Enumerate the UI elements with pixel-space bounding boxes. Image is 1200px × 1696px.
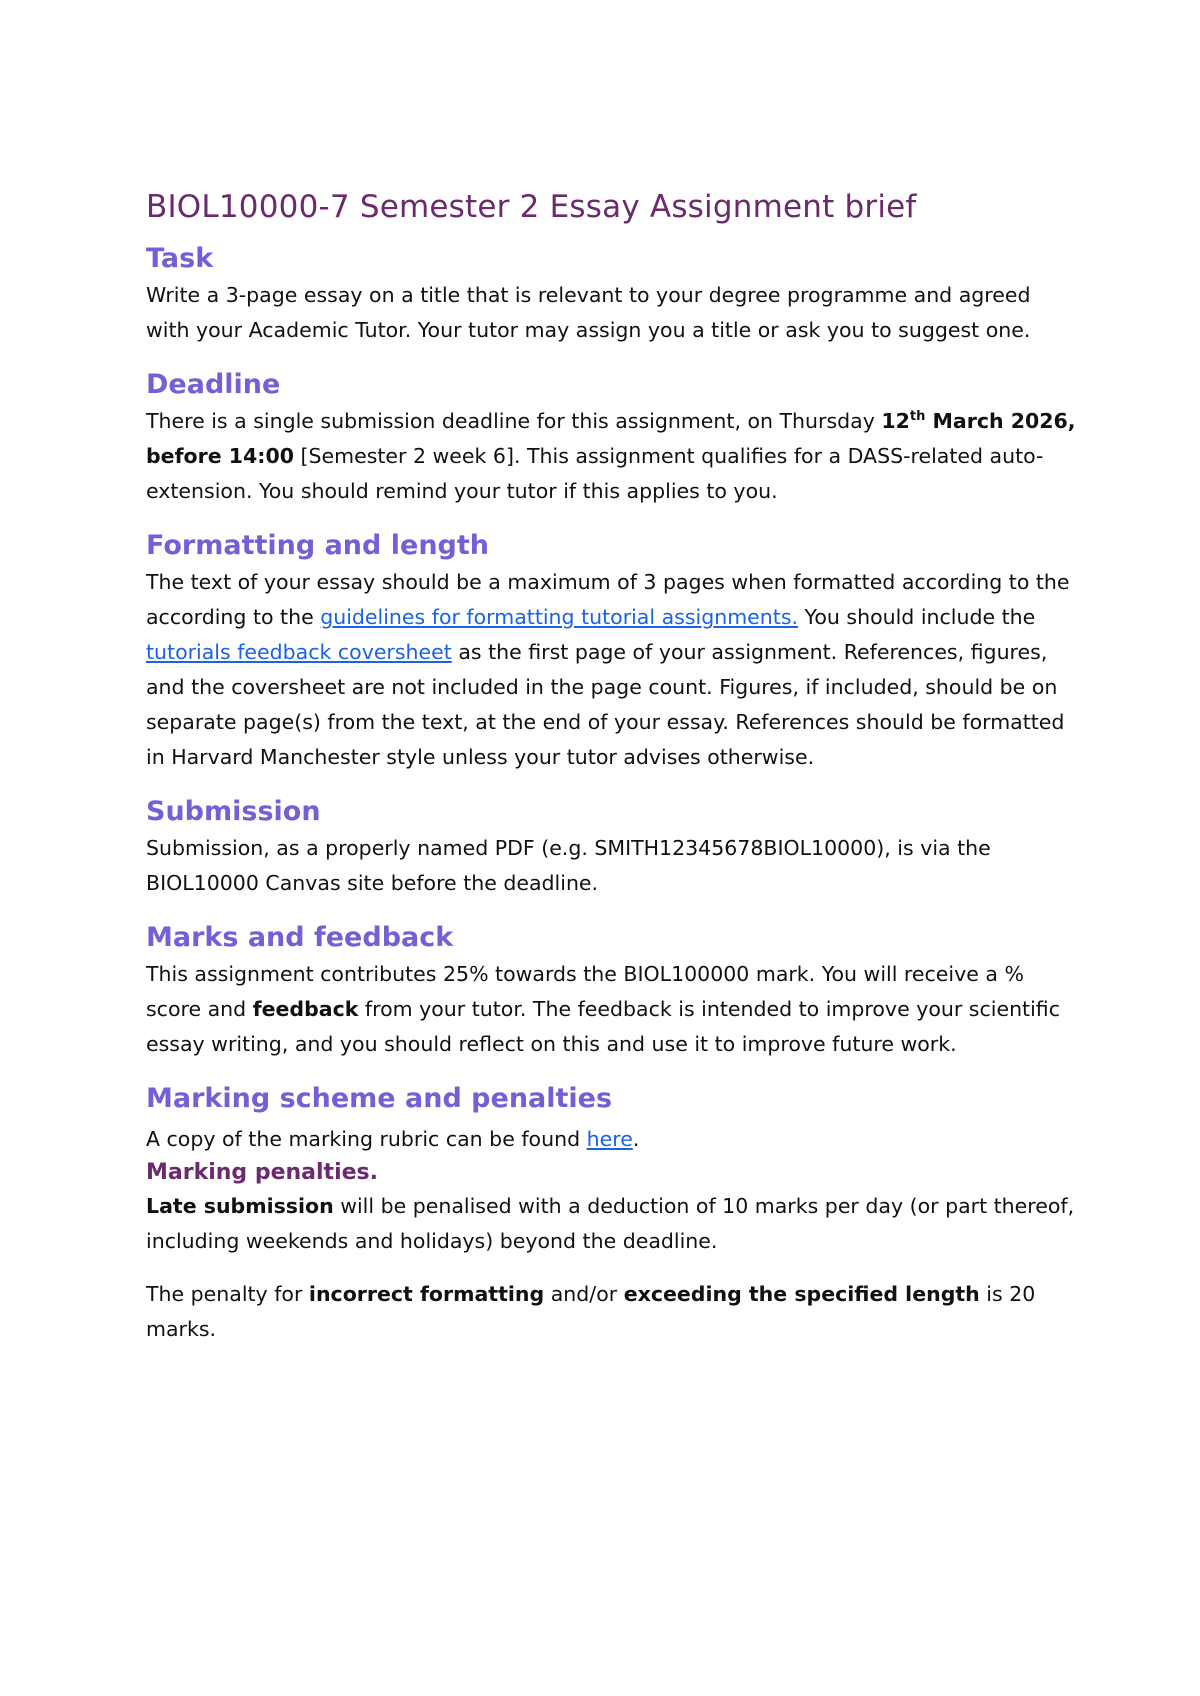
task-heading: Task [146, 243, 214, 274]
submission-section [146, 793, 1076, 901]
formatting-text-1: The text of your essay should be a maximum of 3 pages when formatted according to the according to the [146, 570, 1070, 629]
marks-text [146, 957, 1076, 1062]
late-submission-rest: will be penalised with a deduction of 10 marks per day (or part thereof, including weekends and holidays) beyond the deadline. [146, 1194, 1075, 1253]
deadline-date-rest: March 2026, before 14:00 [146, 409, 1076, 468]
penalty-text-2: and/or [544, 1282, 624, 1306]
late-submission-text [146, 1189, 1076, 1259]
rubric-text-end: . [632, 1127, 640, 1151]
deadline-text [146, 404, 1076, 509]
penalty-bold-formatting: incorrect formatting [308, 1282, 545, 1306]
deadline-section [146, 366, 1076, 509]
marking-penalties-heading: Marking penalties. [146, 1160, 378, 1185]
rubric-link[interactable]: here [586, 1127, 633, 1151]
submission-heading: Submission [146, 796, 321, 827]
marks-text-1: This assignment contributes 25% towards the BIOL100000 mark. You will receive a % score and [146, 962, 1024, 1021]
rubric-text-intro: A copy of the marking rubric can be found [146, 1127, 587, 1151]
deadline-day-suffix: th [909, 409, 926, 425]
rubric-text [146, 1122, 1076, 1157]
document-title: BIOL10000-7 Semester 2 Essay Assignment brief [146, 189, 917, 225]
marks-section [146, 919, 1076, 1062]
marking-scheme-heading: Marking scheme and penalties [146, 1083, 613, 1114]
penalty-bold-length: exceeding the specified length [623, 1282, 980, 1306]
marks-heading: Marks and feedback [146, 922, 454, 953]
late-submission-bold: Late submission [146, 1194, 334, 1218]
marks-text-2: from your tutor. The feedback is intended to improve your scientific essay writing, and you should reflect on this and use it to improve future work. [146, 997, 1060, 1056]
submission-text: Submission, as a properly named PDF (e.g. SMITH12345678BIOL10000), is via the BIOL10000 Canvas site before the deadline. [146, 836, 991, 895]
task-section [146, 240, 1076, 348]
deadline-heading: Deadline [146, 369, 281, 400]
marks-bold-feedback: feedback [252, 997, 359, 1021]
deadline-day: 12 [881, 409, 910, 433]
formatting-text-2: You should include the [798, 605, 1036, 629]
marking-scheme-section [146, 1080, 1076, 1347]
formatting-section [146, 527, 1076, 775]
formatting-text-3: as the first page of your assignment. References, figures, and the coversheet are not included in the page count. Figures, if included, should be on separate page(s) from the text, at the end of your essay. References should be formatted in Harvard Manchester style unless your tutor advises otherwise. [146, 640, 1065, 769]
penalty-text-3: is 20 marks. [146, 1282, 1036, 1341]
deadline-text-rest: [Semester 2 week 6]. This assignment qualifies for a DASS-related auto-extension. You should remind your tutor if this applies to you. [146, 444, 1044, 503]
feedback-coversheet-link[interactable]: tutorials feedback coversheet [146, 640, 452, 664]
deadline-text-intro: There is a single submission deadline for this assignment, on Thursday [146, 409, 882, 433]
penalty-text [146, 1277, 1076, 1347]
formatting-text [146, 565, 1076, 775]
task-text: Write a 3-page essay on a title that is relevant to your degree programme and agreed with your Academic Tutor. Your tutor may assign you a title or ask you to suggest one. [146, 283, 1031, 342]
formatting-guidelines-link[interactable]: guidelines for formatting tutorial assignments. [320, 605, 799, 629]
formatting-heading: Formatting and length [146, 530, 489, 561]
document-content [146, 180, 1076, 1347]
penalty-text-1: The penalty for [146, 1282, 309, 1306]
